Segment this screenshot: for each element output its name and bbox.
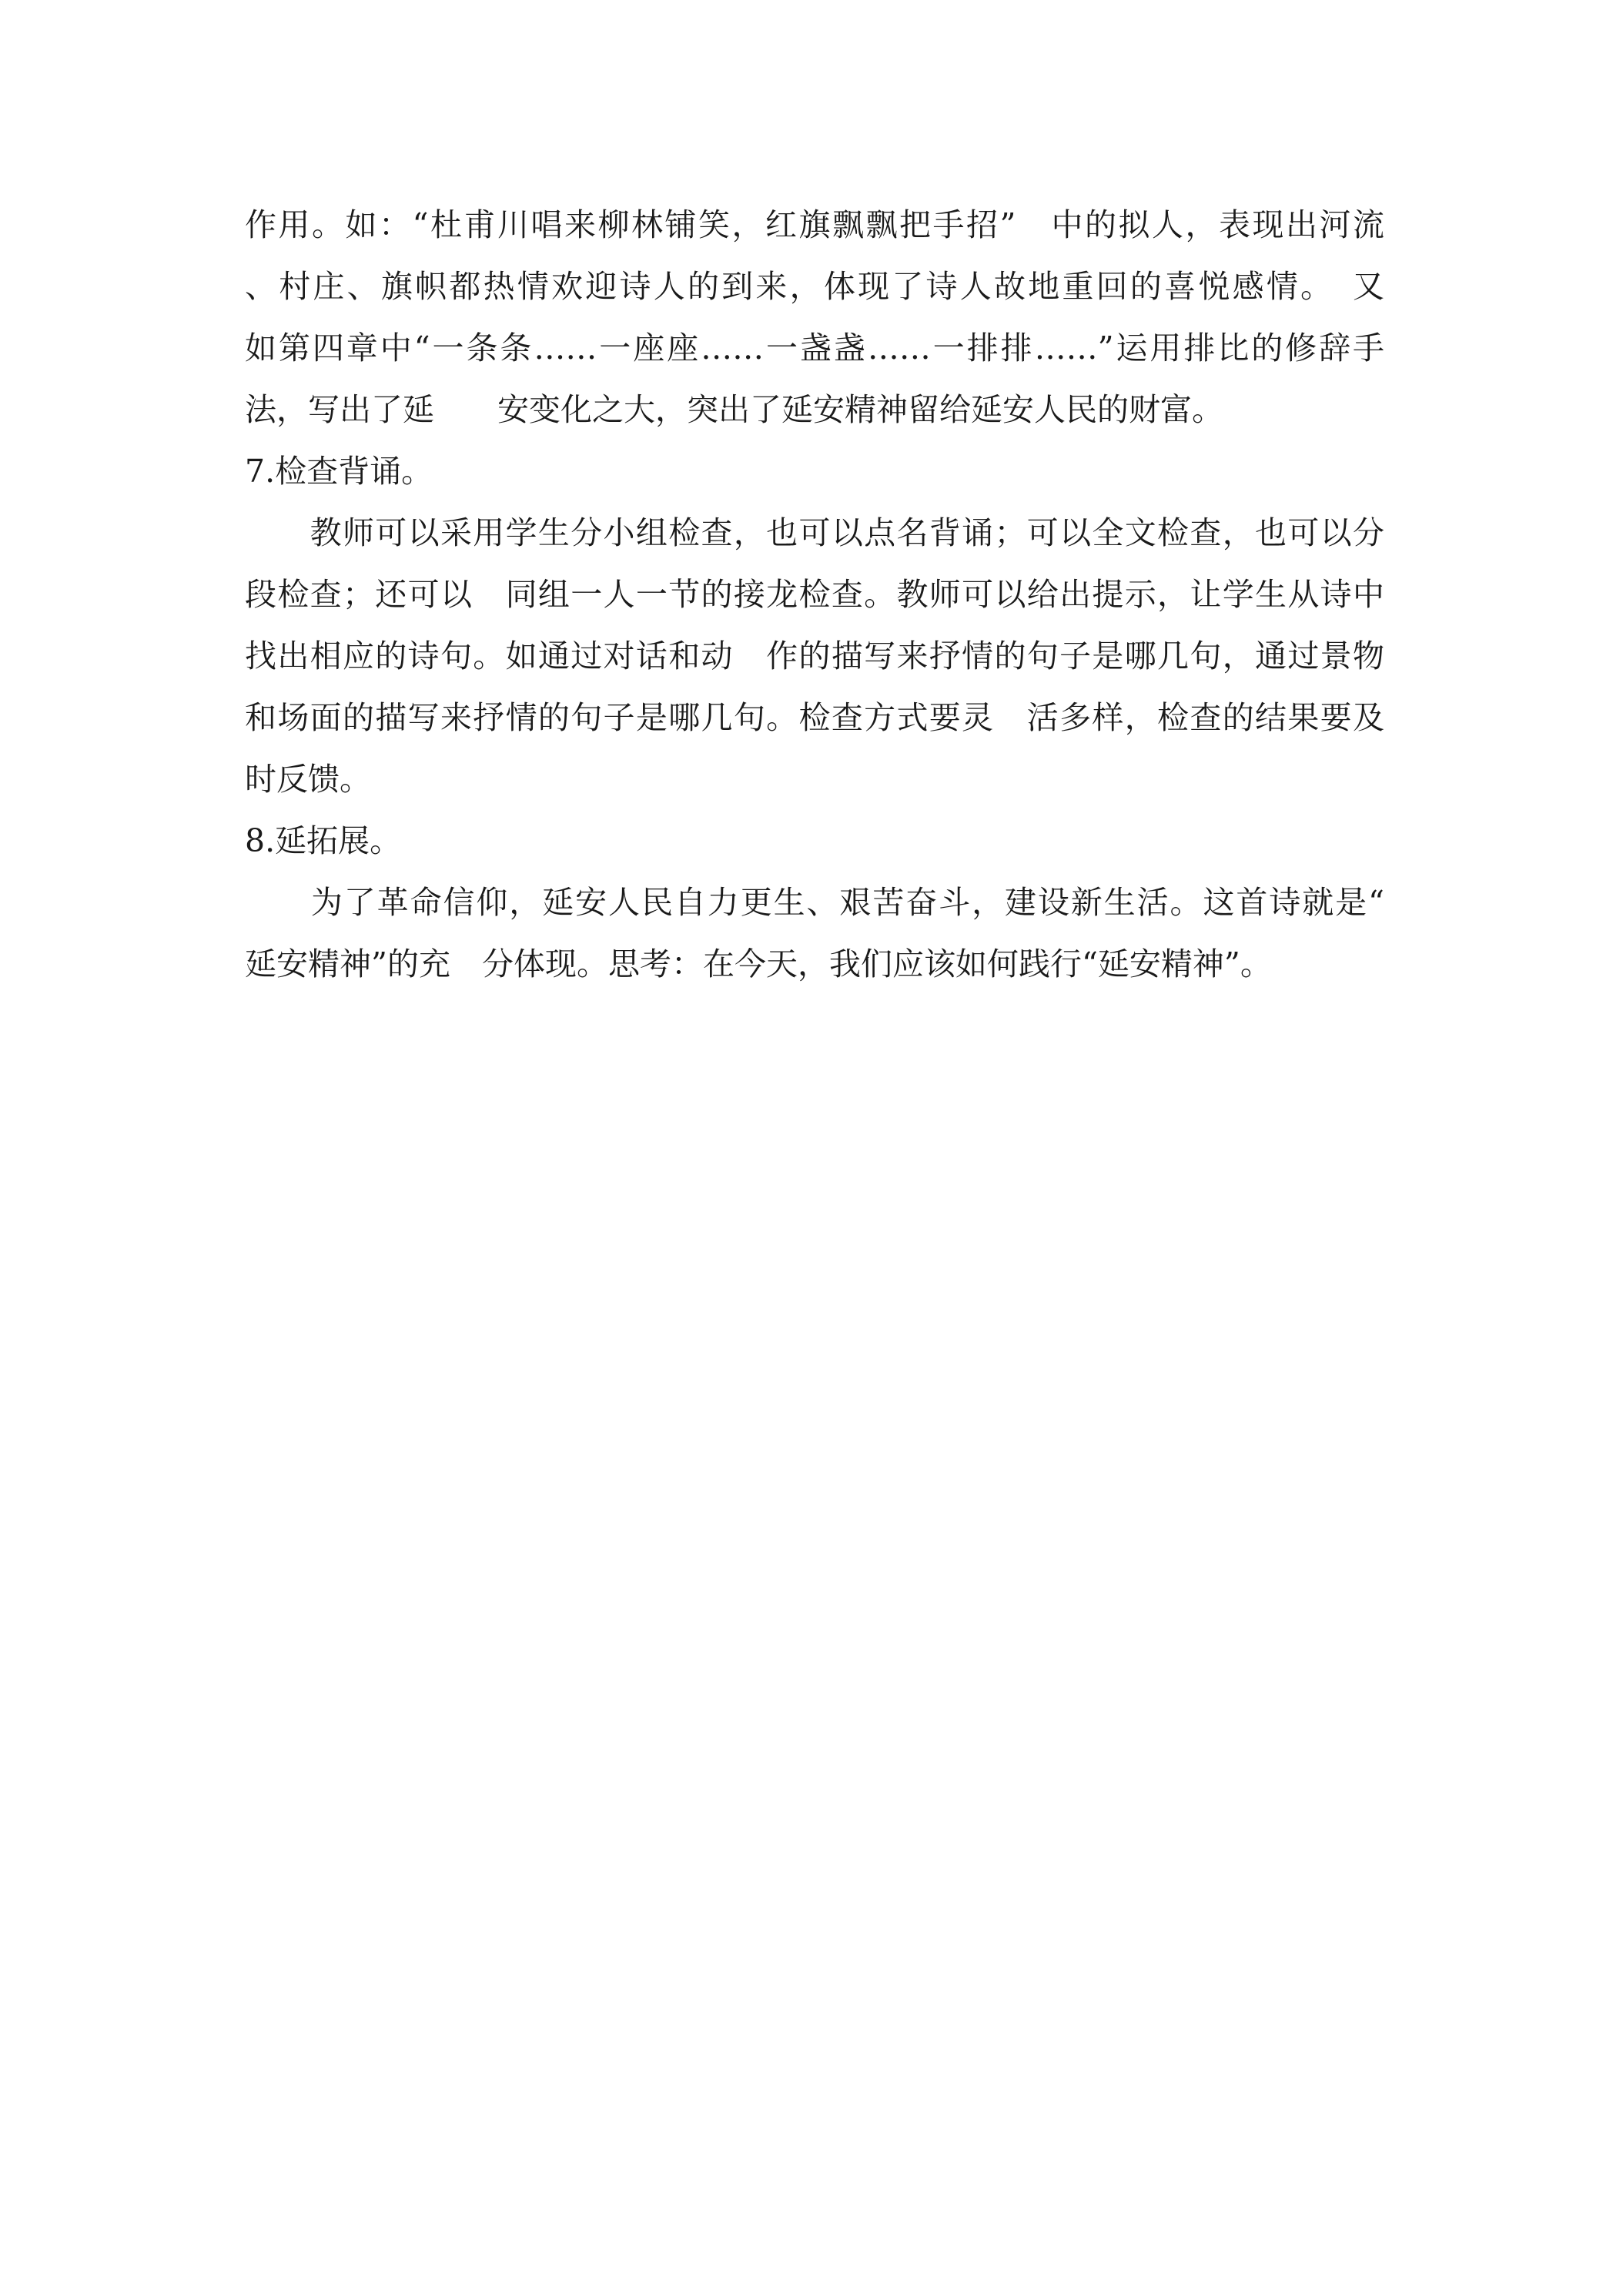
section-heading-7: 7.检查背诵。 bbox=[245, 453, 433, 490]
text-line: 为了革命信仰，延安人民自力更生、艰苦奋斗，建设新生活。这首诗就是“ bbox=[245, 884, 1384, 921]
text-line: 时反馈。 bbox=[245, 761, 371, 798]
text-line: 和场面的描写来抒情的句子是哪几句。检查方式要灵 活多样，检查的结果要及 bbox=[245, 699, 1384, 736]
text-line: 延安精神”的充 分体现。思考：在今天，我们应该如何践行“延安精神”。 bbox=[245, 946, 1272, 982]
body-text bbox=[245, 194, 1384, 995]
text-line: 教师可以采用学生分小组检查，也可以点名背诵；可以全文检查，也可以分 bbox=[245, 514, 1384, 551]
text-line: 作用。如：“杜甫川唱来柳林铺笑，红旗飘飘把手招” 中的拟人，表现出河流 bbox=[245, 206, 1384, 243]
text-line: 段检查；还可以 同组一人一节的接龙检查。教师可以给出提示，让学生从诗中 bbox=[245, 576, 1384, 613]
text-line: 找出相应的诗句。如通过对话和动 作的描写来抒情的句子是哪几句，通过景物 bbox=[245, 638, 1384, 674]
text-line: 法，写出了延 安变化之大，突出了延安精神留给延安人民的财富。 bbox=[245, 391, 1223, 428]
text-line: 如第四章中“一条条……一座座……一盏盏……一排排……”运用排比的修辞手 bbox=[245, 330, 1384, 366]
section-heading-8: 8.延拓展。 bbox=[245, 822, 402, 859]
text-line: 、村庄、旗帜都热情欢迎诗人的到来，体现了诗人故地重回的喜悦感情。 又 bbox=[245, 268, 1384, 305]
